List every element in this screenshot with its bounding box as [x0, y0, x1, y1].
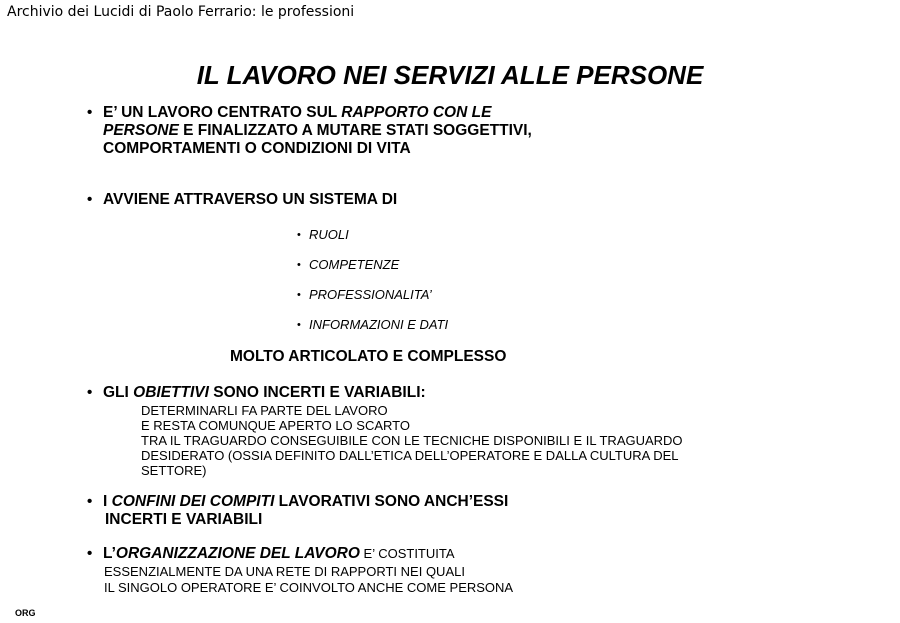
sub-item: COMPETENZE: [309, 257, 400, 272]
bullet-dot: •: [87, 493, 93, 510]
page-header: Archivio dei Lucidi di Paolo Ferrario: le professioni: [7, 4, 355, 20]
bullet1-line2: PERSONE E FINALIZZATO A MUTARE STATI SOGGETTIVI,: [103, 122, 532, 139]
bullet3-detail: E RESTA COMUNQUE APERTO LO SCARTO: [141, 418, 410, 433]
bullet1-line3: COMPORTAMENTI O CONDIZIONI DI VITA: [103, 140, 411, 157]
bullet2-conclusion: MOLTO ARTICOLATO E COMPLESSO: [230, 348, 507, 365]
sub-item: INFORMAZIONI E DATI: [309, 317, 449, 332]
bullet3-detail: DETERMINARLI FA PARTE DEL LAVORO: [141, 403, 388, 418]
bullet3-detail: DESIDERATO (OSSIA DEFINITO DALL’ETICA DELL’OPERATORE E DALLA CULTURA DEL: [141, 448, 679, 463]
sub-item: RUOLI: [309, 227, 349, 242]
sub-bullet-dot: •: [297, 229, 301, 241]
bullet-dot: •: [87, 545, 93, 562]
sub-bullet-dot: •: [297, 319, 301, 331]
footer-tag: ORG: [15, 608, 36, 618]
bullet5-line1: L’ORGANIZZAZIONE DEL LAVORO E’ COSTITUITA: [103, 545, 455, 562]
bullet2-text: AVVIENE ATTRAVERSO UN SISTEMA DI: [103, 191, 398, 208]
bullet-dot: •: [87, 191, 93, 208]
bullet3-detail: SETTORE): [141, 463, 207, 478]
sub-bullet-dot: •: [297, 289, 301, 301]
bullet4-line1: I CONFINI DEI COMPITI LAVORATIVI SONO ANCH’ESSI: [103, 493, 509, 510]
sub-bullet-dot: •: [297, 259, 301, 271]
bullet-dot: •: [87, 384, 93, 401]
bullet3-detail: TRA IL TRAGUARDO CONSEGUIBILE CON LE TECNICHE DISPONIBILI E IL TRAGUARDO: [141, 433, 683, 448]
bullet5-detail: IL SINGOLO OPERATORE E’ COINVOLTO ANCHE COME PERSONA: [104, 580, 514, 595]
bullet5-detail: ESSENZIALMENTE DA UNA RETE DI RAPPORTI NEI QUALI: [104, 564, 465, 579]
slide-title: IL LAVORO NEI SERVIZI ALLE PERSONE: [196, 60, 704, 90]
bullet4-line2: INCERTI E VARIABILI: [105, 511, 263, 528]
sub-item: PROFESSIONALITA’: [309, 287, 432, 302]
bullet1-line1: E’ UN LAVORO CENTRATO SUL RAPPORTO CON LE: [103, 104, 492, 121]
bullet3-text: GLI OBIETTIVI SONO INCERTI E VARIABILI:: [103, 384, 426, 401]
bullet-dot: •: [87, 104, 93, 121]
